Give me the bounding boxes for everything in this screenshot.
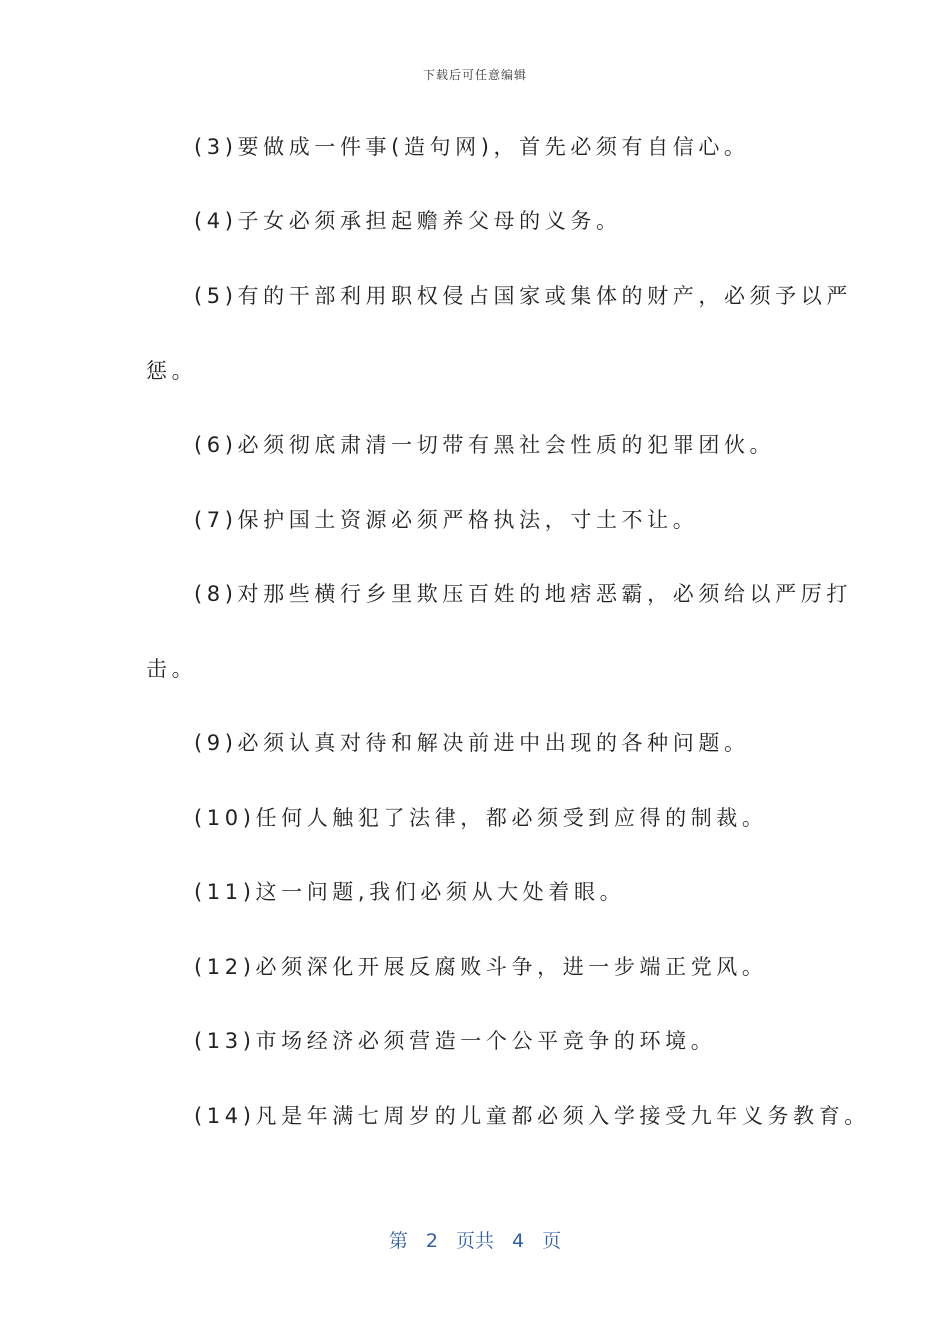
paragraph-line: (3)要做成一件事(造句网)，首先必须有自信心。 (194, 135, 750, 159)
footer-suffix: 页 (542, 1230, 562, 1252)
paragraph-line: (7)保护国土资源必须严格执法，寸土不让。 (194, 508, 699, 532)
footer-prefix: 第 (388, 1230, 408, 1252)
paragraph-line: (12)必须深化开展反腐败斗争，进一步端正党风。 (194, 955, 768, 979)
paragraph-line: (6)必须彻底肃清一切带有黑社会性质的犯罪团伙。 (194, 433, 776, 457)
paragraph-line: (11)这一问题,我们必须从大处着眼。 (194, 880, 626, 904)
paragraph-line: (8)对那些横行乡里欺压百姓的地痞恶霸，必须给以严厉打 (194, 582, 852, 606)
paragraph-line: 惩。 (146, 359, 198, 383)
page-footer (0, 1226, 950, 1253)
paragraph-line: (13)市场经济必须营造一个公平竞争的环境。 (194, 1029, 717, 1053)
paragraph-line: (9)必须认真对待和解决前进中出现的各种问题。 (194, 731, 750, 755)
current-page-number: 2 (425, 1230, 438, 1252)
paragraph-line: (10)任何人触犯了法律，都必须受到应得的制裁。 (194, 806, 768, 830)
paragraph-line: (4)子女必须承担起赡养父母的义务。 (194, 209, 622, 233)
total-pages-number: 4 (512, 1230, 525, 1252)
paragraph-line: (5)有的干部利用职权侵占国家或集体的财产，必须予以严 (194, 284, 852, 308)
footer-middle: 页共 (455, 1230, 494, 1252)
paragraph-line: (14)凡是年满七周岁的儿童都必须入学接受九年义务教育。 (194, 1104, 870, 1128)
page-header: 下载后可任意编辑 (422, 68, 527, 82)
paragraph-line: 击。 (146, 657, 198, 681)
